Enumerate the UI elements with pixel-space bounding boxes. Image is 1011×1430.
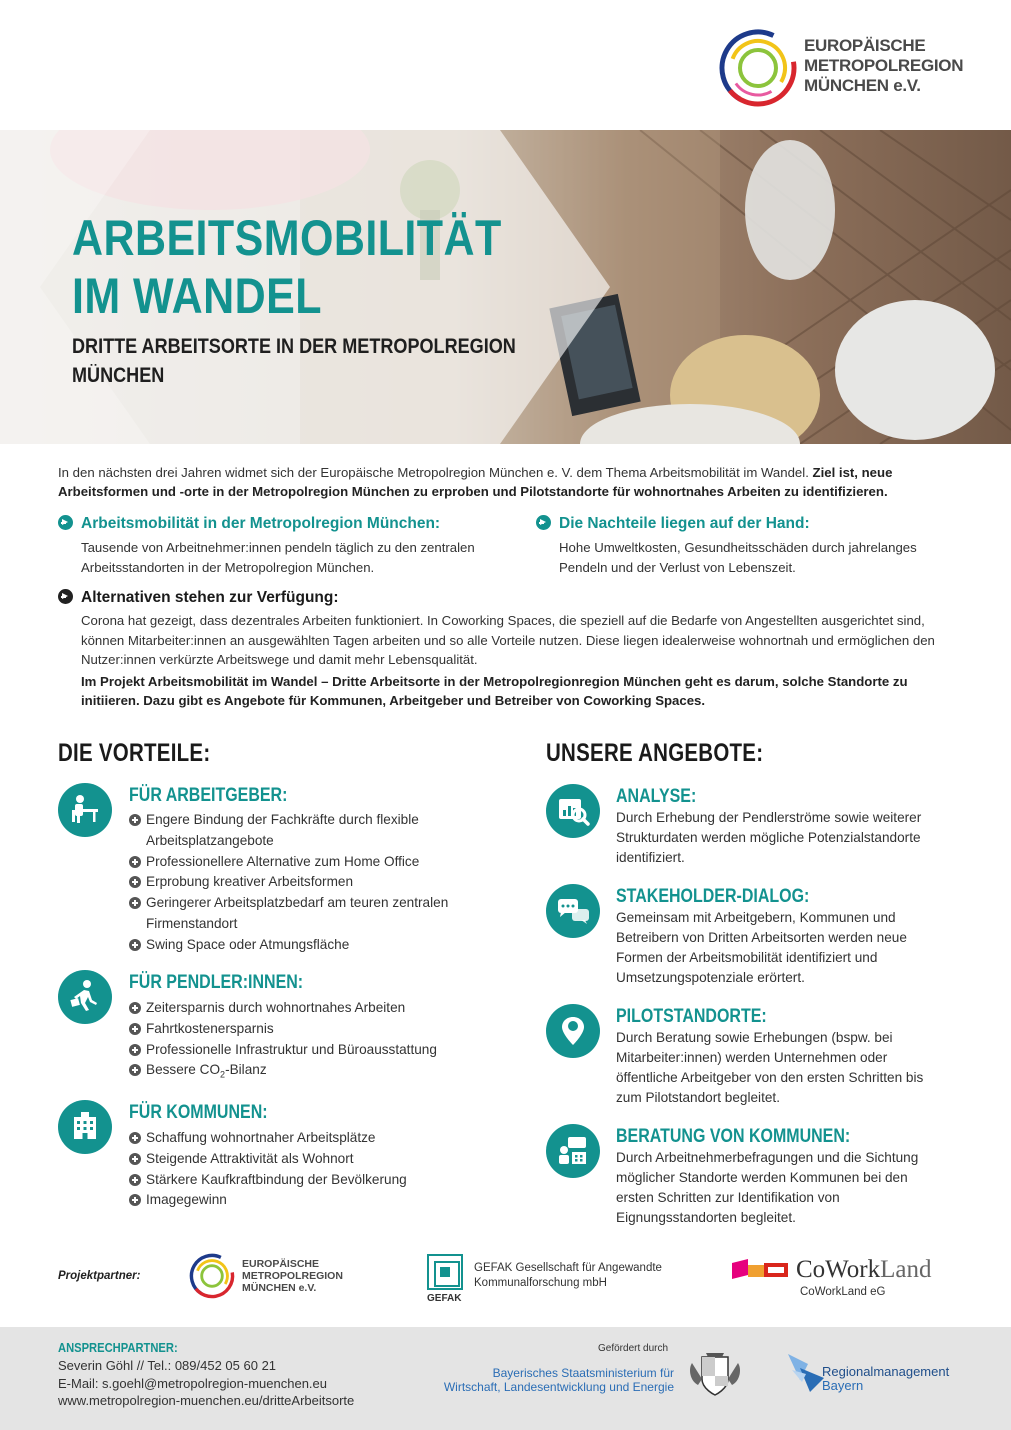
pilot-location-icon [546,1004,600,1058]
list-item: Engere Bindung der Fachkräfte durch flexible Arbeitsplatzangebote [129,810,459,852]
plus-icon [129,1064,141,1076]
dialog-icon [546,884,600,938]
municipality-list [129,1128,479,1211]
plus-icon [129,1194,141,1206]
employer-list [129,810,459,956]
arrow-right-icon [536,515,551,530]
employer-title: FÜR ARBEITGEBER: [129,784,288,806]
coworkland-caption: CoWorkLand eG [800,1286,886,1298]
analysis-icon [546,784,600,838]
pilot-text: Durch Beratung sowie Erhebungen (bspw. bei Mitarbeiter:innen) werden Unternehmen oder öffentliche Arbeitgeber von den ersten Schritten bis zum Pilotstandort begleitet. [616,1030,924,1105]
point-2-text: Hohe Umweltkosten, Gesundheitsschäden durch jahrelanges Pendeln und der Verlust von Lebenszeit. [559,540,917,575]
list-item: Geringerer Arbeitsplatzbedarf am teuren zentralen Firmenstandort [129,893,459,935]
list-item: Professionellere Alternative zum Home Office [129,852,459,873]
gefak-logo-icon [427,1254,463,1290]
plus-icon [129,876,141,888]
employer-icon [58,783,112,837]
municipality-icon [58,1100,112,1154]
hero-subtitle-line-1: DRITTE ARBEITSORTE IN DER METROPOLREGION [72,335,516,358]
emm-logo-icon [188,1252,236,1300]
regionalmanagement-text: Regionalmanagement Bayern [822,1364,950,1393]
point-3-title: Alternativen stehen zur Verfügung: [81,589,339,606]
dialog-text: Gemeinsam mit Arbeitgebern, Kommunen und Betreibern von Dritten Arbeitsorten werden neue Formen der Arbeitsmobilität identifiziert und Umsetzungspotenziale erörtert. [616,910,907,985]
commuter-icon [58,970,112,1024]
analysis-text: Durch Erhebung der Pendlerströme sowie weiterer Strukturdaten werden mögliche Potenzialstandorte identifiziert. [616,810,922,865]
ministry-text: Bayerisches Staatsministerium für Wirtschaft, Landesentwicklung und Energie [443,1366,674,1394]
plus-icon [129,856,141,868]
consulting-icon [546,1124,600,1178]
plus-icon [129,1174,141,1186]
analysis-title: ANALYSE: [616,785,697,807]
gefak-logo-text: GEFAK [427,1293,462,1304]
hero-subtitle-line-2: MÜNCHEN [72,364,165,387]
pilot-title: PILOTSTANDORTE: [616,1005,767,1027]
contact-name: Severin Göhl // Tel.: 089/452 05 60 21 [58,1358,277,1373]
plus-icon [129,814,141,826]
partners-label: Projektpartner: [58,1270,141,1282]
funded-by-label: Gefördert durch [598,1343,669,1354]
vorteile-heading: DIE VORTEILE: [58,739,211,767]
municipality-title: FÜR KOMMUNEN: [129,1101,268,1123]
logo-line-2: METROPOLREGION [804,56,964,75]
gefak-description: GEFAK Gesellschaft für Angewandte Kommunalforschung mbH [474,1262,662,1289]
list-item: Schaffung wohnortnaher Arbeitsplätze [129,1128,479,1149]
list-item: Imagegewinn [129,1190,479,1211]
list-item: Professionelle Infrastruktur und Büroausstattung [129,1040,479,1061]
plus-icon [129,1023,141,1035]
plus-icon [129,1153,141,1165]
coworkland-logo-icon [732,1259,790,1279]
list-item: Fahrtkostenersparnis [129,1019,479,1040]
partner-emm-line-2: METROPOLREGION [242,1270,343,1282]
coworkland-logo-text: CoWorkLand [796,1256,932,1283]
point-2-title: Die Nachteile liegen auf der Hand: [559,515,810,532]
list-item: Stärkere Kaufkraftbindung der Bevölkerung [129,1170,479,1191]
angebote-heading: UNSERE ANGEBOTE: [546,739,764,767]
partner-emm-logo [188,1252,388,1302]
point-3-text: Corona hat gezeigt, dass dezentrales Arbeiten funktioniert. In Coworking Spaces, die speziell auf die Bedarfe von Angestellten ausgerichtet sind, können Mitarbeiter:innen an ausgewählten Tagen arbeiten und so alle Vorteile nutzen. Diese liegen idealerweise wohnortnah und ermöglichen den Nutzer:innen verkürzte Arbeitswege und damit mehr Lebensqualität. [81,613,935,667]
intro-paragraph [58,463,958,501]
contact-block [58,1357,354,1410]
logo-line-1: EUROPÄISCHE [804,36,926,55]
partner-emm-line-1: EUROPÄISCHE [242,1258,320,1270]
hero-title-line-2: IM WANDEL [72,268,322,324]
plus-icon [129,897,141,909]
plus-icon [129,1002,141,1014]
commuter-title: FÜR PENDLER:INNEN: [129,971,304,993]
list-item: Steigende Attraktivität als Wohnort [129,1149,479,1170]
logo-line-3: MÜNCHEN e.V. [804,76,921,95]
plus-icon [129,939,141,951]
consulting-title: BERATUNG VON KOMMUNEN: [616,1125,851,1147]
list-item: Erprobung kreativer Arbeitsformen [129,872,459,893]
list-item: Zeitersparnis durch wohnortnahes Arbeiten [129,998,479,1019]
hero-title-line-1: ARBEITSMOBILITÄT [72,210,502,266]
point-2 [536,514,966,577]
partner-emm-line-3: MÜNCHEN e.V. [242,1282,317,1294]
point-3-bold-text: Im Projekt Arbeitsmobilität im Wandel – Dritte Arbeitsorte in der Metropolregionregion München geht es darum, solche Standorte zu initiieren. Dazu gibt es Angebote für Kommunen, Arbeitgeber und Betreiber von Coworking Spaces. [81,673,908,708]
arrow-right-icon [58,515,73,530]
dialog-title: STAKEHOLDER-DIALOG: [616,885,810,907]
point-3 [58,588,958,711]
emm-logo [718,26,988,110]
bavarian-coat-of-arms-icon [684,1349,746,1397]
consulting-text: Durch Arbeitnehmerbefragungen und die Sichtung möglicher Standorte werden Kommunen bei den ersten Schritten zur Identifikation von Eignungsstandorten begleitet. [616,1150,919,1225]
contact-email[interactable]: E-Mail: s.goehl@metropolregion-muenchen.eu [58,1375,328,1391]
intro-bold-text: Ziel ist, neue Arbeitsformen und -orte in der Metropolregion München zu erproben und Pilotstandorte für wohnortnahes Arbeiten zu identifizieren. [58,465,893,499]
list-item: Bessere $CO_2$-Bilanz [129,1060,479,1086]
contact-title: ANSPRECHPARTNER: [58,1340,178,1355]
regionalmanagement-logo-icon [786,1350,826,1394]
commuter-list [129,998,479,1086]
arrow-right-icon [58,589,73,604]
emm-logo-icon [718,26,798,110]
point-1 [58,514,498,577]
point-1-text: Tausende von Arbeitnehmer:innen pendeln täglich zu den zentralen Arbeitsstandorten in der Metropolregion München. [81,540,475,575]
intro-normal-text: In den nächsten drei Jahren widmet sich der Europäische Metropolregion München e. V. dem Thema Arbeitsmobilität im Wandel. [58,465,813,480]
list-item: Swing Space oder Atmungsfläche [129,935,459,956]
plus-icon [129,1044,141,1056]
point-1-title: Arbeitsmobilität in der Metropolregion München: [81,515,441,532]
plus-icon [129,1132,141,1144]
contact-website[interactable]: www.metropolregion-muenchen.eu/dritteArbeitsorte [58,1393,355,1408]
